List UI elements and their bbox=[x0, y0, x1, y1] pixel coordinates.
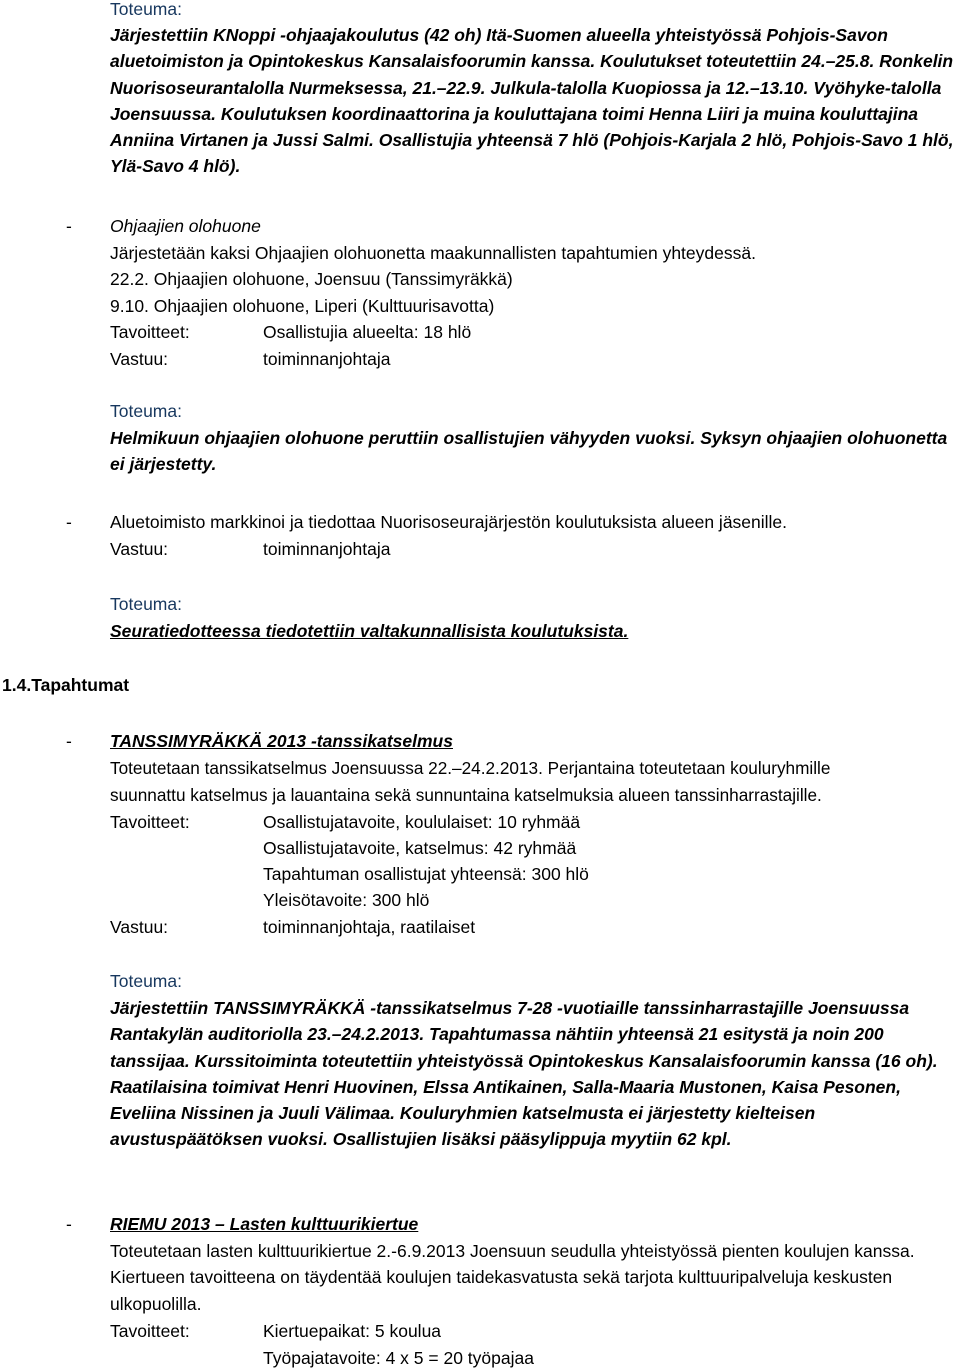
section4-resp-value: toiminnanjohtaja, raatilaiset bbox=[263, 917, 476, 937]
section2-result-label: Toteuma: bbox=[110, 401, 182, 421]
section2-title: Ohjaajien olohuone bbox=[110, 216, 261, 236]
section4-title: TANSSIMYRÄKKÄ 2013 -tanssikatselmus bbox=[110, 731, 453, 751]
section5-title: RIEMU 2013 – Lasten kulttuurikiertue bbox=[110, 1214, 419, 1234]
section4-goal-3: Tapahtuman osallistujat yhteensä: 300 hlö bbox=[263, 864, 589, 884]
section2-result-text: Helmikuun ohjaajien olohuone peruttiin osallistujien vähyyden vuoksi. Syksyn ohjaajien olohuonetta ei järjestetty. bbox=[110, 428, 948, 475]
section3-result-text: Seuratiedotteessa tiedotettiin valtakunnallisista koulutuksista. bbox=[110, 621, 629, 641]
section3-result-label: Toteuma: bbox=[110, 594, 182, 614]
section2-line2: 22.2. Ohjaajien olohuone, Joensuu (Tanssimyräkkä) bbox=[110, 269, 513, 289]
section4-goal-2: Osallistujatavoite, katselmus: 42 ryhmää bbox=[263, 838, 577, 858]
section5-goals-label: Tavoitteet: bbox=[110, 1321, 190, 1341]
section3-bullet: - bbox=[66, 512, 72, 532]
section-heading-tapahtumat: 1.4.Tapahtumat bbox=[2, 675, 130, 695]
section4-desc-line1: Toteutetaan tanssikatselmus Joensuussa 22.–24.2.2013. Perjantaina toteutetaan kouluryhmille bbox=[110, 758, 831, 778]
section5-goal-1: Kiertuepaikat: 5 koulua bbox=[263, 1321, 442, 1341]
section2-goals-label: Tavoitteet: bbox=[110, 322, 190, 342]
section2-bullet: - bbox=[66, 216, 72, 236]
section4-result-label: Toteuma: bbox=[110, 971, 182, 991]
section3-resp-label: Vastuu: bbox=[110, 539, 169, 559]
section2-line3: 9.10. Ohjaajien olohuone, Liperi (Kulttuurisavotta) bbox=[110, 296, 495, 316]
section4-bullet: - bbox=[66, 731, 72, 751]
section4-goal-1: Osallistujatavoite, koululaiset: 10 ryhmää bbox=[263, 812, 581, 832]
section2-resp-value: toiminnanjohtaja bbox=[263, 349, 391, 369]
section4-goals-label: Tavoitteet: bbox=[110, 812, 190, 832]
section4-desc-line2: suunnattu katselmus ja lauantaina sekä sunnuntaina katselmuksia alueen tanssinharrastajille. bbox=[110, 785, 822, 805]
section3-line1: Aluetoimisto markkinoi ja tiedottaa Nuorisoseurajärjestön koulutuksista alueen jäsenille. bbox=[110, 512, 788, 532]
section5-goal-2: Työpajatavoite: 4 x 5 = 20 työpajaa bbox=[263, 1348, 534, 1368]
section4-resp-label: Vastuu: bbox=[110, 917, 169, 937]
section4-goal-4: Yleisötavoite: 300 hlö bbox=[263, 890, 430, 910]
section1-result-text: Järjestettiin KNoppi -ohjaajakoulutus (42 oh) Itä-Suomen alueella yhteistyössä Pohjois-Savon aluetoimiston ja Opintokeskus Kansalaisfoorumin kanssa. Koulutukset toteutettiin 24.–25.8. Ronkelin Nuorisoseurantalolla Nurmeksessa, 21.–22.9. Julkula-talolla Kuopiossa ja 12.–13.10. Vyöhyke-talolla Joensuussa. Koulutuksen koordinaattorina ja kouluttajana toimi Henna Liiri ja muina kouluttajina Anniina Virtanen ja Jussi Salmi. Osallistujia yhteensä 7 hlö (Pohjois-Karjala 2 hlö, Pohjois-Savo 1 hlö, Ylä-Savo 4 hlö). bbox=[110, 25, 954, 177]
section2-resp-label: Vastuu: bbox=[110, 349, 169, 369]
section2-goals-value: Osallistujia alueelta: 18 hlö bbox=[263, 322, 472, 342]
section3-resp-value: toiminnanjohtaja bbox=[263, 539, 391, 559]
section5-bullet: - bbox=[66, 1214, 72, 1234]
section4-result-text: Järjestettiin TANSSIMYRÄKKÄ -tanssikatselmus 7-28 -vuotiaille tanssinharrastajille Joensuussa Rantakylän auditoriolla 23.–24.2.2013. Tapahtumassa nähtiin yhteensä 21 esitystä ja noin 200 tanssijaa. Kurssitoiminta toteutettiin yhteistyössä Opintokeskus Kansalaisfoorumin kanssa (16 oh). Raatilaisina toimivat Henri Huovinen, Elssa Antikainen, Salla-Maaria Mustonen, Kaisa Pesonen, Eveliina Nissinen ja Juuli Välimaa. Kouluryhmien katselmusta ei järjestetty kielteisen avustuspäätöksen vuoksi. Osallistujien lisäksi pääsylippuja myytiin 62 kpl. bbox=[110, 998, 938, 1150]
section2-line1: Järjestetään kaksi Ohjaajien olohuonetta maakunnallisten tapahtumien yhteydessä. bbox=[110, 243, 756, 263]
section1-result-label: Toteuma: bbox=[110, 0, 182, 19]
section5-desc: Toteutetaan lasten kulttuurikiertue 2.-6.9.2013 Joensuun seudulla yhteistyössä pienten koulujen kanssa. Kiertueen tavoitteena on täydentää koulujen taidekasvatusta sekä tarjota kulttuuripalveluja keskusten ulkopuolilla. bbox=[110, 1241, 915, 1314]
